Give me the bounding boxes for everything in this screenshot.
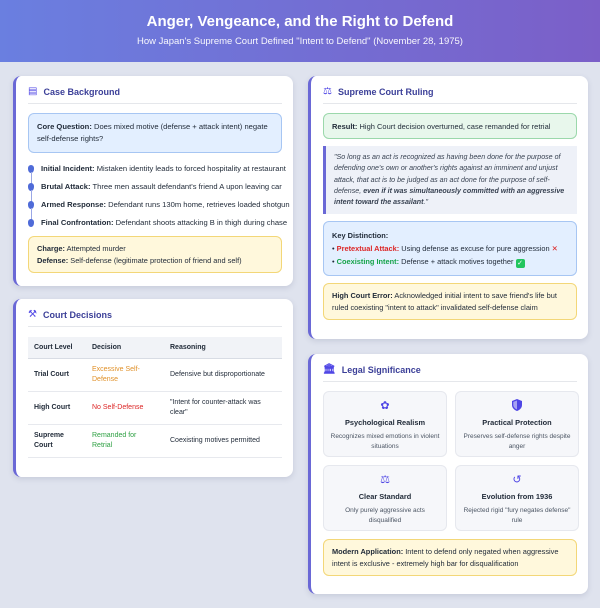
tile-title: Clear Standard — [358, 492, 412, 501]
timeline-text: Mistaken identity leads to forced hospitality at restaurant — [94, 164, 286, 173]
coexist-label: Coexisting Intent: — [336, 257, 400, 267]
page-subtitle: How Japan's Supreme Court Defined "Intent to Defend" (November 28, 1975) — [137, 36, 463, 47]
modern-label: Modern Application: — [332, 547, 404, 556]
timeline-label: Initial Incident: — [41, 164, 95, 173]
error-text: Acknowledged initial intent to save friend's life but ruled coexisting "intent to attack" invalidated self-defense claim — [332, 291, 557, 312]
quote-end: ." — [423, 198, 428, 207]
legal-significance-card — [308, 354, 588, 594]
scales-icon: ⚖ — [323, 86, 332, 97]
page-header — [0, 0, 600, 62]
timeline-text: Defendant runs 130m home, retrieves loaded shotgun — [106, 200, 290, 209]
decision-cell: Excessive Self-Defense — [86, 359, 164, 392]
court-level-cell: Supreme Court — [28, 425, 86, 458]
tile-title: Practical Protection — [482, 418, 552, 427]
significance-tile — [323, 465, 447, 531]
history-icon: ↺ — [512, 474, 522, 486]
court-decisions-table — [28, 337, 282, 458]
timeline-item — [28, 196, 290, 214]
defense-label: Defense: — [37, 255, 69, 265]
modern-text: Intent to defend only negated when aggressive intent is exclusive - extremely high bar for disqualification — [332, 547, 559, 568]
pretext-text: Using defense as excuse for pure aggression — [399, 244, 550, 254]
table-row — [28, 359, 282, 392]
cross-mark-icon: ✕ — [551, 244, 558, 254]
core-question-box — [28, 113, 282, 153]
column-header: Court Level — [28, 337, 86, 359]
decision-cell: Remanded for Retrial — [86, 425, 164, 458]
coexist-text: Defense + attack motives together — [399, 257, 514, 267]
significance-tile — [323, 391, 447, 457]
tile-title: Psychological Realism — [344, 418, 426, 427]
institution-icon: 🏛 — [323, 364, 336, 375]
charge-line — [37, 243, 273, 255]
error-label: High Court Error: — [332, 291, 393, 301]
column-header: Reasoning — [164, 337, 282, 359]
scales-icon: ⚖ — [380, 474, 390, 486]
tile-desc: Only purely aggressive acts disqualified — [345, 507, 425, 524]
table-header-row — [28, 337, 282, 359]
key-distinction-title: Key Distinction: — [332, 231, 389, 241]
court-level-cell: High Court — [28, 392, 86, 425]
shield-icon — [456, 399, 578, 413]
tile-title: Evolution from 1936 — [481, 492, 553, 501]
court-decisions-title: Court Decisions — [42, 309, 112, 320]
timeline-item — [28, 178, 282, 196]
high-court-error-box — [323, 283, 577, 320]
quote-text: "So long as an act is recognized as having been done for the purpose of defending one's own or another's rights against an imminent and unjust attack, that act is to be judged as an act done for the purpose of self-defense, — [334, 153, 561, 195]
defense-line — [37, 255, 273, 267]
charge-text: Attempted murder — [64, 244, 126, 253]
case-background-card — [13, 76, 293, 286]
timeline-text: Defendant shoots attacking B in thigh during chase — [113, 218, 288, 227]
check-mark-icon: ✓ — [517, 260, 523, 268]
case-background-header — [28, 86, 282, 104]
tile-desc: Rejected rigid "fury negates defense" rule — [463, 507, 571, 524]
timeline-item — [28, 214, 288, 232]
result-text: High Court decision overturned, case remanded for retrial — [357, 122, 551, 131]
charge-label: Charge: — [37, 244, 65, 253]
table-row — [28, 392, 282, 425]
tile-desc: Preserves self-defense rights despite anger — [463, 433, 571, 450]
case-timeline — [28, 160, 290, 232]
key-distinction-box — [323, 221, 577, 276]
timeline-label: Brutal Attack: — [41, 182, 91, 191]
charge-defense-box — [28, 236, 282, 273]
reasoning-cell: Coexisting motives permitted — [164, 425, 282, 458]
ruling-card — [308, 76, 588, 339]
table-row — [28, 425, 282, 458]
court-level-cell: Trial Court — [28, 359, 86, 392]
ruling-header — [323, 86, 577, 104]
significance-grid — [323, 391, 577, 531]
decision-cell: No Self-Defense — [86, 392, 164, 425]
court-decisions-card — [13, 299, 293, 477]
coexist-item: • Coexisting Intent: Defense + attack motives together ✓ — [332, 257, 523, 268]
ruling-title: Supreme Court Ruling — [337, 86, 434, 97]
modern-application-box — [323, 539, 577, 576]
column-header: Decision — [86, 337, 164, 359]
reasoning-cell: Defensive but disproportionate — [164, 359, 282, 392]
quote-emphasis: even if it was simultaneously committed with an aggressive intent toward the assailant — [334, 186, 565, 207]
court-decisions-header — [28, 309, 282, 327]
timeline-marker-icon — [28, 219, 34, 227]
scroll-icon: ▤ — [28, 86, 38, 97]
gavel-icon: ⚒ — [28, 309, 37, 320]
significance-tile — [455, 465, 579, 531]
legal-significance-title: Legal Significance — [341, 364, 421, 375]
significance-tile — [455, 391, 579, 457]
case-background-title: Case Background — [43, 86, 120, 97]
result-box — [323, 113, 577, 139]
legal-significance-header — [323, 364, 577, 382]
timeline-label: Armed Response: — [41, 200, 106, 209]
pretext-item: • Pretextual Attack: Using defense as excuse for pure aggression ✕ — [332, 244, 558, 254]
timeline-item — [28, 160, 286, 178]
timeline-text: Three men assault defendant's friend A upon leaving car — [90, 182, 282, 191]
ruling-quote — [323, 146, 577, 214]
core-question-label: Core Question: — [37, 122, 92, 131]
page-title: Anger, Vengeance, and the Right to Defend — [146, 13, 454, 30]
defense-text: Self-defense (legitimate protection of friend and self) — [68, 255, 242, 265]
result-label: Result: — [332, 122, 358, 131]
tile-desc: Recognizes mixed emotions in violent situations — [330, 433, 440, 450]
brain-icon: ✿ — [380, 400, 390, 412]
reasoning-cell: "Intent for counter-attack was clear" — [164, 392, 282, 425]
pretext-label: Pretextual Attack: — [336, 244, 400, 254]
timeline-label: Final Confrontation: — [41, 218, 114, 227]
core-question-text: Does mixed motive (defense + attack intent) negate self-defense rights? — [37, 122, 268, 143]
